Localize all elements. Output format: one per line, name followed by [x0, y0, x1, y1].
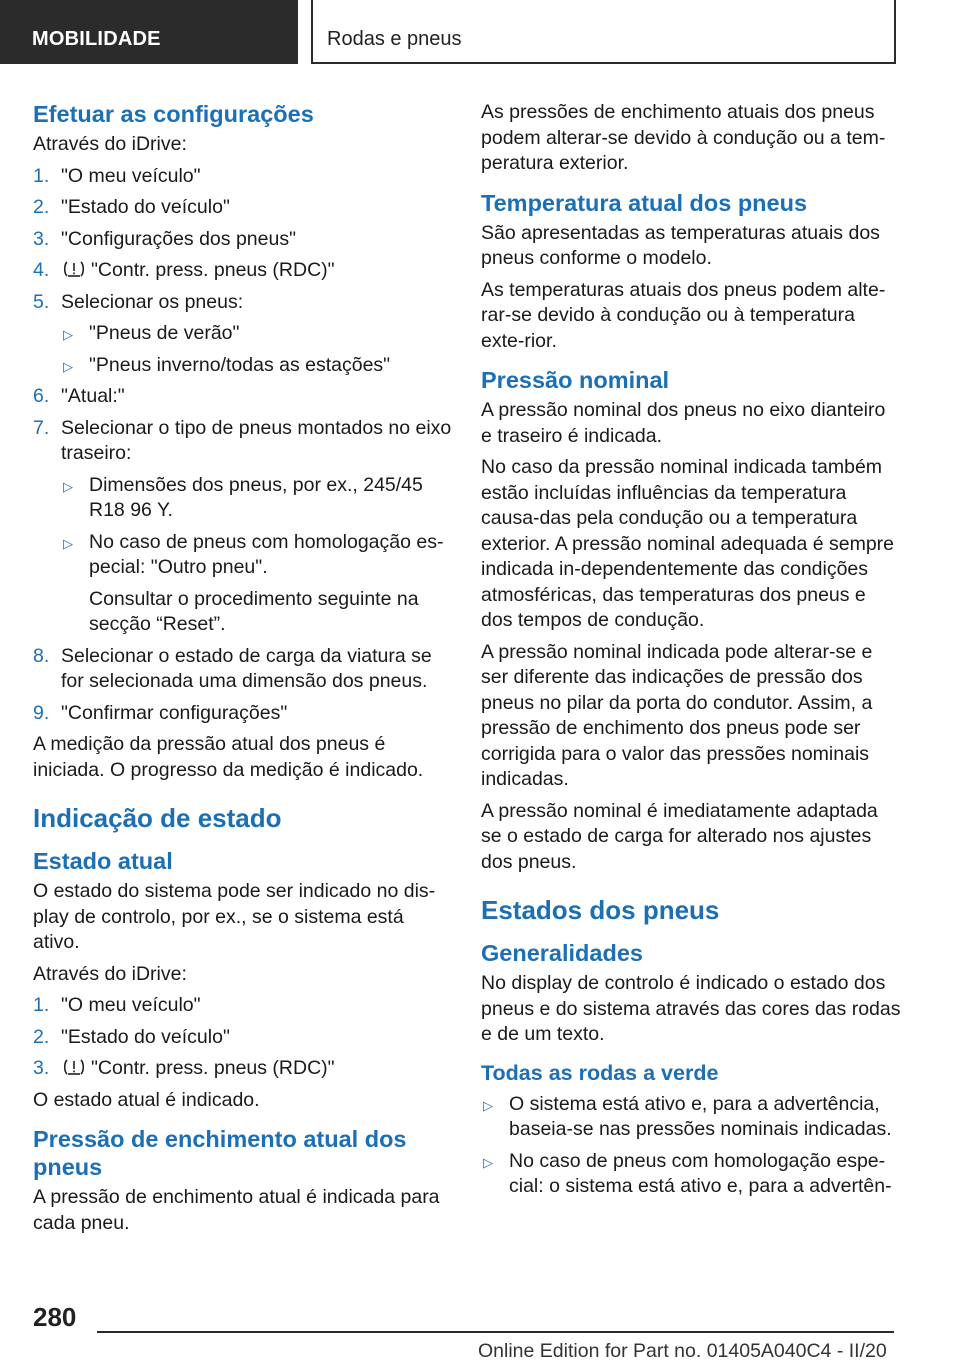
list-item — [33, 416, 453, 638]
step-text: "Estado do veículo" — [61, 196, 230, 218]
triangle-bullet-icon: ▷ — [483, 1154, 493, 1170]
page-number: 280 — [33, 1302, 77, 1332]
list-item — [481, 1149, 901, 1200]
step-number: 2. — [33, 196, 50, 218]
list-item — [33, 993, 453, 1019]
option-text: Dimensões dos pneus, por ex., 245/45 R18 96 Y. — [89, 473, 423, 521]
list-item — [61, 473, 453, 524]
option-text: "Pneus de verão" — [89, 322, 240, 344]
option-text: "Pneus inverno/todas as estações" — [89, 353, 391, 376]
step-text: "O meu veículo" — [61, 164, 201, 187]
step-number: 4. — [33, 259, 50, 281]
reset-note: Consultar o procedimento seguinte na secção “Reset”. — [89, 587, 419, 635]
config-result-text: A medição da pressão atual dos pneus é iniciada. O progresso da medição é indicado. — [33, 733, 424, 781]
item-text: O sistema está ativo e, para a advertência, baseia-se nas pressões nominais indicadas. — [509, 1092, 892, 1140]
temperature-text-1: São apresentadas as temperaturas atuais dos pneus conforme o modelo. — [481, 221, 880, 269]
list-item — [33, 701, 453, 727]
list-item — [33, 164, 453, 190]
step-text: "O meu veículo" — [61, 994, 201, 1016]
step5-options — [61, 321, 453, 378]
via-idrive-text: Através do iDrive: — [33, 962, 187, 985]
list-item — [33, 290, 453, 379]
triangle-bullet-icon: ▷ — [63, 327, 73, 342]
right-column — [481, 100, 901, 1206]
step-text: "Configurações dos pneus" — [61, 227, 296, 250]
nominal-text-4: A pressão nominal é imediatamente adaptada se o estado de carga for alterado nos ajustes dos pneus. — [481, 799, 878, 873]
current-state-text: O estado do sistema pode ser indicado no dis-play de controlo, por ex., se o sistema está ativo. — [33, 880, 436, 953]
step-text: "Contr. press. pneus (RDC)" — [91, 259, 335, 281]
nominal-text-3: A pressão nominal indicada pode alterar-se e ser diferente das indicações de pressão dos pneus no pilar da porta do condutor. Assim, a pressão de enchimento dos pneus pode ser corrigida para o valor das pressões nominais indicadas. — [481, 640, 873, 790]
page-header — [0, 0, 960, 66]
chapter-tab: Rodas e pneus — [311, 0, 896, 64]
heading-nominal-pressure: Pressão nominal — [481, 367, 670, 393]
heading-tire-states: Estados dos pneus — [481, 895, 720, 925]
list-item — [33, 644, 453, 695]
step-number: 1. — [33, 164, 50, 187]
heading-all-green: Todas as rodas a verde — [481, 1060, 719, 1085]
list-item — [33, 258, 453, 284]
list-item — [481, 1092, 901, 1143]
step-number: 2. — [33, 1025, 50, 1048]
general-text: No display de controlo é indicado o estado dos pneus e do sistema através das cores das rodas e de um texto. — [481, 972, 901, 1045]
list-item — [33, 227, 453, 253]
step-text: Selecionar os pneus: — [61, 290, 244, 313]
triangle-bullet-icon: ▷ — [483, 1097, 493, 1113]
list-item — [61, 353, 453, 379]
list-item — [33, 384, 453, 410]
heading-status: Indicação de estado — [33, 803, 282, 833]
item-text: No caso de pneus com homologação espe-cial: o sistema está ativo e, para a advertên- — [509, 1149, 892, 1197]
heading-current-pressure: Pressão de enchimento atual dos pneus — [33, 1126, 407, 1180]
step-number: 3. — [33, 1057, 50, 1079]
footer-divider — [97, 1331, 894, 1333]
intro-text: As pressões de enchimento atuais dos pneus podem alterar-se devido à condução ou a tem-peratura exterior. — [481, 101, 886, 174]
step-number: 5. — [33, 290, 50, 313]
heading-temperature: Temperatura atual dos pneus — [481, 189, 808, 216]
step7-options — [61, 473, 453, 638]
triangle-bullet-icon: ▷ — [63, 358, 73, 374]
step-text: "Atual:" — [61, 385, 125, 407]
triangle-bullet-icon: ▷ — [63, 535, 73, 551]
green-items-list — [481, 1092, 901, 1200]
step-text: "Confirmar configurações" — [61, 701, 288, 724]
left-column — [33, 100, 453, 1242]
heading-current-state: Estado atual — [33, 848, 173, 874]
temperature-text-2: As temperaturas atuais dos pneus podem alte-rar-se devido à condução ou à temperatura exte-rior. — [481, 278, 886, 352]
step-text: "Contr. press. pneus (RDC)" — [91, 1057, 335, 1079]
list-item — [61, 530, 453, 638]
step-number: 7. — [33, 416, 50, 439]
footer-edition: Online Edition for Part no. 01405A040C4 - II/20 — [478, 1340, 887, 1362]
list-item — [33, 195, 453, 221]
step-text: Selecionar o estado de carga da viatura se for selecionada uma dimensão dos pneus. — [61, 644, 432, 692]
step-text: "Estado do veículo" — [61, 1025, 230, 1048]
tire-pressure-warning-icon — [63, 1058, 85, 1076]
config-steps-list — [33, 164, 453, 727]
triangle-bullet-icon: ▷ — [63, 478, 73, 494]
step-number: 6. — [33, 385, 50, 407]
current-pressure-text: A pressão de enchimento atual é indicada para cada pneu. — [33, 1186, 440, 1234]
tire-pressure-warning-icon — [63, 260, 85, 278]
nominal-text-1: A pressão nominal dos pneus no eixo dianteiro e traseiro é indicada. — [481, 399, 886, 447]
step-text: Selecionar o tipo de pneus montados no eixo traseiro: — [61, 416, 452, 464]
heading-general: Generalidades — [481, 940, 643, 966]
status-result-text: O estado atual é indicado. — [33, 1088, 260, 1111]
via-idrive-text: Através do iDrive: — [33, 133, 187, 155]
status-steps-list — [33, 993, 453, 1082]
list-item — [33, 1056, 453, 1082]
list-item — [61, 321, 453, 347]
section-tab: MOBILIDADE — [0, 0, 298, 64]
step-number: 9. — [33, 701, 50, 724]
step-number: 3. — [33, 227, 50, 250]
nominal-text-2: No caso da pressão nominal indicada também estão incluídas influências da temperatura causa-das pela condução ou a temperatura exterior. A pressão nominal adequada é sempre indicada in-dependentemente das condições atmosféricas, das temperaturas dos pneus e dos tempos de condução. — [481, 456, 895, 631]
heading-config: Efetuar as configurações — [33, 101, 314, 127]
option-text: No caso de pneus com homologação es-pecial: "Outro pneu". — [89, 530, 444, 578]
step-number: 1. — [33, 994, 50, 1016]
step-number: 8. — [33, 644, 50, 667]
list-item — [33, 1025, 453, 1051]
